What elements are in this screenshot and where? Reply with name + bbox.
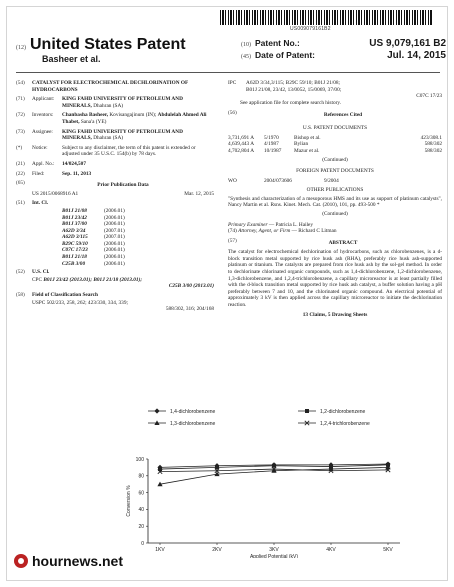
patent-date-code: (45) [241,54,251,60]
legend-label: 1,3-dichlorobenzene [170,421,216,427]
document-type-title: United States Patent [30,36,186,53]
intcl-row [16,254,214,261]
x-tick-label: 2KV [212,547,222,553]
patent-date-label: Date of Patent: [255,50,315,60]
attorney-line: (74) Attorney, Agent, or Firm — Richard C Litman [228,228,337,235]
applicant-label: Applicant: [32,96,55,103]
intcl-class: B29C 59/10 [62,240,88,247]
header-left [16,36,186,64]
foreign-number: 2004/073606 [264,177,292,184]
inventor-name-2: Abdulelah Ahmed Ali Thabet, [62,112,207,125]
x-tick-label: 3KV [269,547,279,553]
appl-no-value: 14/024,507 [62,160,86,167]
abstract-code: (57) [228,237,237,244]
uscl-label: U.S. Cl. [32,269,50,276]
legend-marker [305,409,309,413]
ref-date: 4/1987 [264,141,279,148]
intcl-version: (2006.01) [104,240,125,247]
cpc-line-2: C25B 3/00 (2013.01) [168,283,214,290]
intcl-code: (51) [16,200,25,207]
assignee-name: KING FAHD UNIVERSITY OF PETROLEUM AND MINERALS, [62,128,183,142]
right-column [228,80,442,318]
ref-number: 4,702,804 A [228,147,255,154]
intcl-version: (2006.01) [104,214,125,221]
left-column [16,80,214,313]
abstract-title: ABSTRACT [328,239,358,246]
appl-no-label: Appl. No.: [32,160,55,167]
claims-summary: 13 Claims, 5 Drawing Sheets [302,311,368,318]
intcl-list [16,208,214,267]
legend-label: 1,4-dichlorobenzene [170,409,216,415]
ipc-line-1: A62D 3/34,3/115; B29C 59/10; B01J 21/08; [246,80,340,86]
legend-label: 1,2-dichlorobenzene [320,409,366,415]
inventor-name-1: Chanbasha Basheer, [62,112,109,119]
inventor-place-1: Kovisangajinum (IN); [109,112,157,119]
intcl-class: C25B 3/00 [62,260,86,267]
inventors-code: (72) [16,112,25,119]
abstract-field [228,238,442,249]
uscl-code: (52) [16,269,25,276]
intcl-class: A62D 3/115 [62,234,88,241]
ref-class: 423/308.1 [420,134,442,141]
applicant-place: Dhahran (SA) [93,102,124,109]
examiner-name: Patricia L. Hailey [275,221,314,228]
intcl-row [16,221,214,228]
other-publications-title: OTHER PUBLICATIONS [306,187,364,194]
patent-number: US 9,079,161 B2 [369,38,446,49]
watermark-text: hournews.net [32,553,124,569]
intcl-field [16,200,214,207]
filed-label: Filed: [32,170,45,177]
patent-title: CATALYST FOR ELECTROCHEMICAL DECHLORINATION OF HYDROCARBONS [32,80,189,93]
attorney-code: (74) [228,228,237,235]
field-search-label: Field of Classification Search [32,292,98,299]
appl-no-code: (21) [16,160,25,167]
ref-date: 10/1987 [264,147,282,154]
intcl-class: B01J 21/18 [62,254,87,261]
attorney-label: Attorney, Agent, or Firm [238,228,291,235]
filed-code: (22) [16,170,25,177]
ref-author: Mazur et al. [294,147,320,154]
ref-class: 588/302 [424,147,442,154]
prior-pub-field [16,180,214,197]
filed-value: Sep. 11, 2013 [62,170,92,177]
uspc-block [16,300,214,313]
intcl-label: Int. Cl. [32,200,49,207]
us-reference-row [228,148,442,155]
header-divider [16,72,440,73]
intcl-class: B01J 21/08 [62,207,87,214]
uspc-line-1: 502/233, 258, 262; 423/330, 334, 339; [46,299,128,306]
intcl-class: B01J 23/42 [62,214,87,221]
references-title: References Cited [323,112,363,119]
notice-text: Subject to any disclaimer, the term of this patent is extended or adjusted under 35 U.S.C. 154(b) by 78 days. [62,144,196,158]
intcl-row [16,234,214,241]
patent-date: Jul. 14, 2015 [387,50,446,61]
references-field [228,110,442,121]
chart-svg [100,403,420,558]
inventor-place-2: Sana'a (YE) [80,118,107,125]
intcl-class: C07C 17/23 [62,247,88,254]
patent-number-label: Patent No.: [255,38,300,48]
conversion-chart [100,403,420,558]
ref-author: Bishop et al. [294,134,321,141]
ipc-line-3: C07C 17/23 [416,93,442,100]
filed-field [16,171,214,178]
examiner-label: Primary Examiner [228,221,268,228]
inventor-short: Basheer et al. [42,54,101,64]
legend-marker [154,408,159,413]
assignee-code: (73) [16,128,25,135]
intcl-class: A62D 3/34 [62,227,86,234]
references-code: (56) [228,110,237,117]
field-search-code: (58) [16,292,25,299]
cpc-block [16,277,214,290]
applicant-field [16,96,214,109]
x-tick-label: 1KV [155,547,165,553]
assignee-place: Dhahran (SA) [93,135,124,142]
intcl-row [16,261,214,268]
watermark-logo-icon [14,554,28,568]
x-tick-label: 4KV [326,547,336,553]
us-patent-docs-title: U.S. PATENT DOCUMENTS [302,124,368,131]
inventors-field [16,112,214,125]
applicant-name: KING FAHD UNIVERSITY OF PETROLEUM AND MINERALS, [62,96,183,109]
us-reference-row [228,141,442,148]
patent-number-row [241,38,446,50]
intcl-version: (2006.01) [104,221,125,228]
foreign-country: WO [228,177,237,184]
ref-author: Bylian [294,141,309,148]
intcl-row [16,208,214,215]
cpc-label: CPC [32,276,43,283]
applicant-code: (71) [16,96,25,103]
examiner-line: Primary Examiner — Patricia L. Hailey [228,221,314,228]
prior-pub-date: Mar. 12, 2015 [184,190,214,197]
patent-number-code: (10) [241,42,251,48]
barcode-number: US009079161B2 [290,26,331,32]
us-references-list [228,135,442,155]
ipc-label: IPC [228,80,237,86]
ref-date: 5/1970 [264,134,279,141]
cpc-line-2-wrap [32,283,214,290]
y-tick-label: 40 [138,507,144,514]
patent-date-row [241,50,446,62]
ipc-block [228,80,442,100]
intcl-version: (2007.01) [104,227,125,234]
prior-pub-title: Prior Publication Data [97,182,149,189]
attorney-name: Richard C Litman [298,228,337,235]
ref-number: 3,731,691 A [228,134,255,141]
intcl-version: (2007.01) [104,234,125,241]
title-code: (54) [16,80,25,86]
see-application-note: See application file for complete search history. [240,99,341,106]
prior-pub-number: US 2015/0068916 A1 [32,190,79,197]
abstract-text: The catalyst for electrochemical dechlorination of hydrocarbons, such as chlorobenzenes, is a d-block transition metal supported by rice husk ash (RHA), preferably rice husk ash-supported platinum or titanium. The catalysts are prepared from rice husk ash by the sol-gel method. In order to dechlorinate chlorinated organic compounds, such as 1,4-dichlorobenzene, 1,2-dichlorobenzene, 1,3-dichlorobenzene, and 1,2,4-trichlorobenzene, a capillary microreactor is at least partially filled with the d-block transition metal supported by rice husk ash catalyst, a buffer solution having a pH preferably between 7 and 10, and the chlorinated organic compound. An electrical potential of approximately 3 kV is then applied across the capillary microreactor to initiate the dechlorination reaction. [228,249,442,309]
y-tick-label: 20 [138,524,144,530]
references-continued: (Continued) [322,157,348,164]
y-tick-label: 100 [135,456,144,463]
y-tick-label: 0 [141,540,144,547]
other-publication-text: "Synthesis and characterization of a mesoporous HMS and its use as support of platinum catalysts", Nancy Martin et al. Rsns. Kinet. Mech. Cat. (2010), 101, pp. 493-500 * [228,195,442,209]
watermark [14,553,123,569]
notice-field [16,145,214,158]
appl-no-field [16,161,214,168]
legend-label: 1,2,4-trichlorobenzene [320,421,370,427]
cpc-line-1: B01J 23/42 (2013.01); B01J 21/18 (2013.01); [43,276,143,283]
assignee-field [16,129,214,142]
y-tick-label: 60 [138,490,144,497]
y-tick-label: 80 [138,473,144,480]
intcl-version: (2006.01) [104,207,125,214]
uspc-label: USPC [32,299,46,306]
ipc-line-2: B01J 21/08, 23/42, 13/0052, 15/0069, 37/00; [246,86,342,93]
other-publications-continued: (Continued) [322,210,348,217]
uscl-field [16,269,214,276]
ref-number: 4,639,443 A [228,141,255,148]
header-right [241,38,446,62]
field-search-field [16,292,214,299]
foreign-reference-row [228,178,442,185]
uspc-line-2: 588/302, 316; 204/168 [165,306,214,313]
us-reference-row [228,135,442,142]
foreign-docs-title: FOREIGN PATENT DOCUMENTS [296,167,374,174]
barcode [220,10,432,25]
assignee-label: Assignee: [32,128,53,135]
header-code-12: (12) [16,45,26,51]
ref-class: 588/302 [424,141,442,148]
x-axis-label: Applied Potential (kV) [249,554,299,558]
foreign-date: 9/2004 [324,177,339,184]
x-tick-label: 5KV [383,547,393,553]
intcl-version: (2006.01) [104,247,125,254]
notice-label: Notice: [32,144,48,151]
inventors-label: Inventors: [32,112,54,119]
intcl-class: B01J 37/00 [62,221,87,228]
prior-pub-code: (65) [16,180,25,187]
intcl-version: (2006.01) [104,260,125,267]
notice-code: (*) [16,144,23,151]
y-axis-label: Conversion % [126,485,132,517]
title-field [16,80,214,93]
intcl-version: (2006.01) [104,254,125,261]
